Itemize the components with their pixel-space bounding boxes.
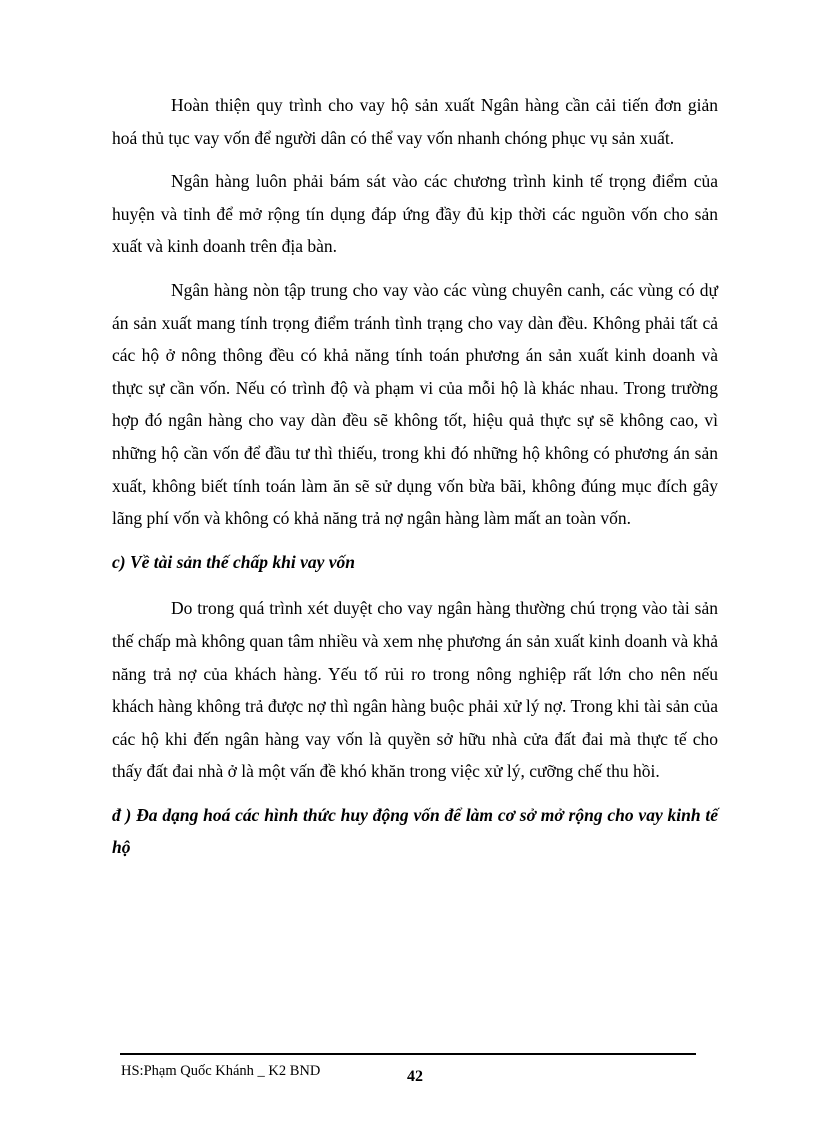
paragraph-focused-lending: Ngân hàng nòn tập trung cho vay vào các vùng chuyên canh, các vùng có dự án sản xuất mang tính trọng điểm tránh tình trạng cho vay dàn đều. Không phải tất cả các hộ ở nông thông đều có khả năng tính toán phương án sản xuất kinh doanh và thực sự cần vốn. Nếu có trình độ và phạm vi của mỗi hộ là khác nhau. Trong trường hợp đó ngân hàng cho vay dàn đều sẽ không tốt, hiệu quả thực sự sẽ không cao, vì những hộ cần vốn để đầu tư thì thiếu, trong khi đó những hộ không có phương án sản xuất, không biết tính toán làm ăn sẽ sử dụng vốn bừa bãi, không đúng mục đích gây lãng phí vốn và không có khả năng trả nợ ngân hàng làm mất an toàn vốn. xyxy=(112,279,718,529)
paragraph-economic-programs: Ngân hàng luôn phải bám sát vào các chương trình kinh tế trọng điểm của huyện và tỉnh để mở rộng tín dụng đáp ứng đầy đủ kịp thời các nguồn vốn cho sản xuất và kinh doanh trên địa bàn. xyxy=(112,171,718,257)
footer-author: HS:Phạm Quốc Khánh _ K2 BND xyxy=(121,1063,321,1079)
paragraph-loan-process: Hoàn thiện quy trình cho vay hộ sản xuất Ngân hàng cần cải tiến đơn giản hoá thủ tục vay vốn để người dân có thể vay vốn nhanh chóng phục vụ sản xuất. xyxy=(112,95,718,148)
section-heading-collateral: c) Về tài sản thế chấp khi vay vốn xyxy=(112,551,356,572)
paragraph-collateral: Do trong quá trình xét duyệt cho vay ngân hàng thường chú trọng vào tài sản thế chấp mà không quan tâm nhiều và xem nhẹ phương án sản xuất kinh doanh và khả năng trả nợ của khách hàng. Yếu tố rủi ro trong nông nghiệp rất lớn cho nên nếu khách hàng không trả được nợ thì ngân hàng buộc phải xử lý nợ. Trong khi tài sản của các hộ khi đến ngân hàng vay vốn là quyền sở hữu nhà cửa đất đai mà thực tế cho thấy đất đai nhà ở là một vấn đề khó khăn trong việc xử lý, cưỡng chế thu hồi. xyxy=(112,598,718,782)
footer-divider xyxy=(120,1053,696,1055)
section-heading-capital-mobilization: đ ) Đa dạng hoá các hình thức huy động vốn để làm cơ sở mở rộng cho vay kinh tế hộ xyxy=(112,804,718,858)
document-body xyxy=(112,89,718,878)
page-number: 42 xyxy=(407,1068,423,1085)
